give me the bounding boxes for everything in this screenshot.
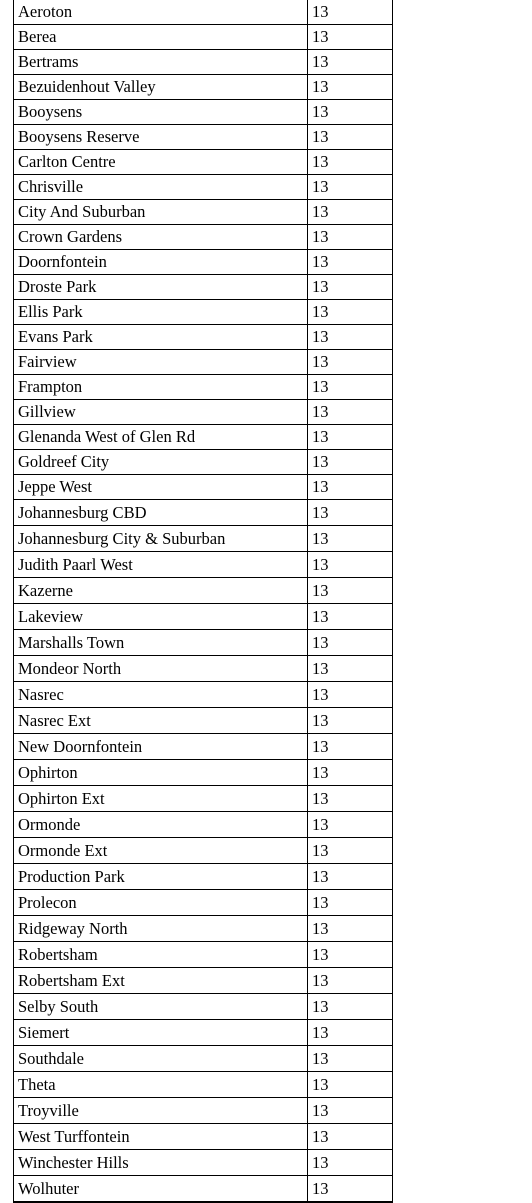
region-number-cell: 13 [308, 838, 393, 864]
region-number-cell: 13 [308, 400, 393, 425]
table-row [14, 200, 393, 225]
area-name-cell: Bezuidenhout Valley [14, 75, 308, 100]
table-row [14, 0, 393, 25]
region-number-cell: 13 [308, 630, 393, 656]
table-row [14, 325, 393, 350]
table-row [14, 150, 393, 175]
area-table-container [13, 0, 391, 1203]
region-number-cell: 13 [308, 526, 393, 552]
table-row [14, 100, 393, 125]
region-number-cell: 13 [308, 125, 393, 150]
area-table [13, 0, 393, 1203]
table-row [14, 838, 393, 864]
region-number-cell: 13 [308, 475, 393, 500]
area-name-cell: Southdale [14, 1046, 308, 1072]
area-name-cell: Winchester Hills [14, 1150, 308, 1176]
region-number-cell: 13 [308, 300, 393, 325]
region-number-cell: 13 [308, 552, 393, 578]
area-name-cell: Nasrec Ext [14, 708, 308, 734]
area-name-cell: Kazerne [14, 578, 308, 604]
region-number-cell: 13 [308, 175, 393, 200]
area-name-cell: Lakeview [14, 604, 308, 630]
region-number-cell: 13 [308, 1176, 393, 1203]
region-number-cell: 13 [308, 890, 393, 916]
table-row [14, 50, 393, 75]
area-name-cell: Fairview [14, 350, 308, 375]
table-row [14, 630, 393, 656]
region-number-cell: 13 [308, 942, 393, 968]
region-number-cell: 13 [308, 1124, 393, 1150]
table-row [14, 350, 393, 375]
area-name-cell: Booysens Reserve [14, 125, 308, 150]
area-name-cell: Ellis Park [14, 300, 308, 325]
region-number-cell: 13 [308, 100, 393, 125]
region-number-cell: 13 [308, 50, 393, 75]
area-name-cell: Berea [14, 25, 308, 50]
area-name-cell: Ormonde Ext [14, 838, 308, 864]
table-row [14, 786, 393, 812]
region-number-cell: 13 [308, 1020, 393, 1046]
table-row [14, 375, 393, 400]
table-row [14, 1150, 393, 1176]
table-row [14, 1072, 393, 1098]
table-row [14, 604, 393, 630]
table-row [14, 225, 393, 250]
area-name-cell: Johannesburg City & Suburban [14, 526, 308, 552]
area-name-cell: Gillview [14, 400, 308, 425]
region-number-cell: 13 [308, 275, 393, 300]
table-row [14, 75, 393, 100]
table-row [14, 916, 393, 942]
area-name-cell: Robertsham [14, 942, 308, 968]
region-number-cell: 13 [308, 864, 393, 890]
table-row [14, 760, 393, 786]
area-name-cell: Production Park [14, 864, 308, 890]
table-row [14, 1020, 393, 1046]
table-row [14, 300, 393, 325]
table-row [14, 425, 393, 450]
region-number-cell: 13 [308, 1098, 393, 1124]
table-row [14, 656, 393, 682]
region-number-cell: 13 [308, 994, 393, 1020]
region-number-cell: 13 [308, 604, 393, 630]
region-number-cell: 13 [308, 916, 393, 942]
region-number-cell: 13 [308, 0, 393, 25]
area-name-cell: Theta [14, 1072, 308, 1098]
region-number-cell: 13 [308, 1150, 393, 1176]
area-table-body [14, 0, 393, 1202]
table-row [14, 1176, 393, 1203]
region-number-cell: 13 [308, 812, 393, 838]
region-number-cell: 13 [308, 250, 393, 275]
table-row [14, 942, 393, 968]
region-number-cell: 13 [308, 1072, 393, 1098]
table-row [14, 475, 393, 500]
table-row [14, 125, 393, 150]
region-number-cell: 13 [308, 200, 393, 225]
area-name-cell: Bertrams [14, 50, 308, 75]
area-name-cell: Wolhuter [14, 1176, 308, 1203]
region-number-cell: 13 [308, 325, 393, 350]
region-number-cell: 13 [308, 425, 393, 450]
table-row [14, 890, 393, 916]
region-number-cell: 13 [308, 500, 393, 526]
area-name-cell: Mondeor North [14, 656, 308, 682]
area-name-cell: Ophirton Ext [14, 786, 308, 812]
area-name-cell: Marshalls Town [14, 630, 308, 656]
area-name-cell: Siemert [14, 1020, 308, 1046]
region-number-cell: 13 [308, 1046, 393, 1072]
table-row [14, 1124, 393, 1150]
table-row [14, 275, 393, 300]
region-number-cell: 13 [308, 786, 393, 812]
table-row [14, 400, 393, 425]
area-name-cell: Droste Park [14, 275, 308, 300]
area-name-cell: Crown Gardens [14, 225, 308, 250]
table-row [14, 175, 393, 200]
area-name-cell: Johannesburg CBD [14, 500, 308, 526]
area-name-cell: Booysens [14, 100, 308, 125]
table-row [14, 734, 393, 760]
table-row [14, 682, 393, 708]
region-number-cell: 13 [308, 760, 393, 786]
area-name-cell: Goldreef City [14, 450, 308, 475]
area-name-cell: Carlton Centre [14, 150, 308, 175]
area-name-cell: Ophirton [14, 760, 308, 786]
area-name-cell: Judith Paarl West [14, 552, 308, 578]
area-name-cell: City And Suburban [14, 200, 308, 225]
area-name-cell: Glenanda West of Glen Rd [14, 425, 308, 450]
region-number-cell: 13 [308, 75, 393, 100]
table-row [14, 708, 393, 734]
region-number-cell: 13 [308, 350, 393, 375]
region-number-cell: 13 [308, 734, 393, 760]
table-row [14, 552, 393, 578]
table-row [14, 994, 393, 1020]
area-name-cell: Selby South [14, 994, 308, 1020]
region-number-cell: 13 [308, 25, 393, 50]
area-name-cell: Prolecon [14, 890, 308, 916]
region-number-cell: 13 [308, 656, 393, 682]
region-number-cell: 13 [308, 150, 393, 175]
area-name-cell: Frampton [14, 375, 308, 400]
table-row [14, 450, 393, 475]
table-row [14, 1046, 393, 1072]
area-name-cell: Robertsham Ext [14, 968, 308, 994]
region-number-cell: 13 [308, 578, 393, 604]
area-name-cell: Doornfontein [14, 250, 308, 275]
region-number-cell: 13 [308, 375, 393, 400]
region-number-cell: 13 [308, 225, 393, 250]
area-name-cell: Chrisville [14, 175, 308, 200]
region-number-cell: 13 [308, 682, 393, 708]
table-row [14, 250, 393, 275]
table-row [14, 578, 393, 604]
region-number-cell: 13 [308, 450, 393, 475]
table-row [14, 500, 393, 526]
table-row [14, 1098, 393, 1124]
table-row [14, 968, 393, 994]
area-name-cell: West Turffontein [14, 1124, 308, 1150]
table-row [14, 25, 393, 50]
table-row [14, 812, 393, 838]
table-row [14, 526, 393, 552]
region-number-cell: 13 [308, 968, 393, 994]
area-name-cell: Ormonde [14, 812, 308, 838]
area-name-cell: Evans Park [14, 325, 308, 350]
area-name-cell: Ridgeway North [14, 916, 308, 942]
area-name-cell: New Doornfontein [14, 734, 308, 760]
region-number-cell: 13 [308, 708, 393, 734]
area-name-cell: Aeroton [14, 0, 308, 25]
area-name-cell: Jeppe West [14, 475, 308, 500]
table-row [14, 864, 393, 890]
area-name-cell: Troyville [14, 1098, 308, 1124]
area-name-cell: Nasrec [14, 682, 308, 708]
